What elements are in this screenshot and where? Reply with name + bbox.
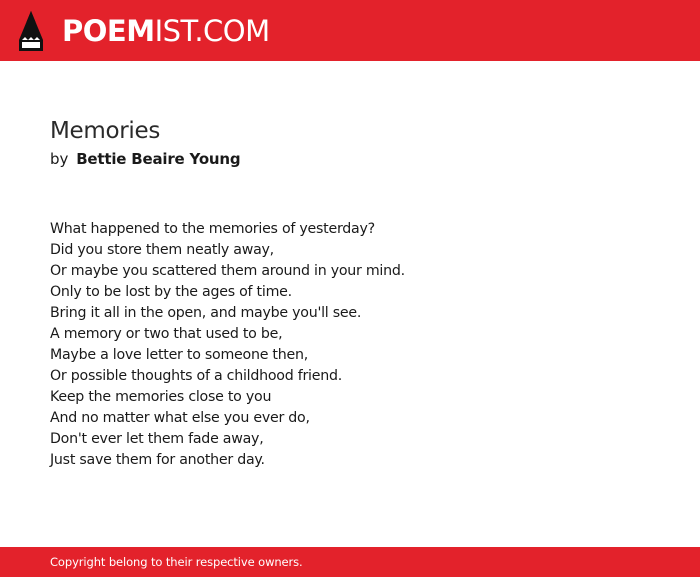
pencil-icon[interactable] [18,10,44,52]
poem-line: Just save them for another day. [50,452,265,468]
site-footer [0,547,700,577]
site-header [0,0,700,61]
poem-line: Keep the memories close to you [50,389,272,405]
site-logo[interactable] [62,12,270,50]
logo-bold-text: POEM [62,14,155,48]
poem-line: Bring it all in the open, and maybe you'll see. [50,305,362,321]
poem-line: Don't ever let them fade away, [50,431,264,447]
byline [50,149,240,169]
by-label: by [50,150,69,168]
poem-body [50,219,405,471]
poem-line: Or maybe you scattered them around in your mind. [50,263,405,279]
poem-line: And no matter what else you ever do, [50,410,310,426]
poem-title: Memories [50,118,161,144]
author-link[interactable]: Bettie Beaire Young [76,150,241,168]
poem-line: Only to be lost by the ages of time. [50,284,292,300]
logo-light-text: IST.COM [154,14,270,48]
copyright-text: Copyright belong to their respective owners. [50,555,303,569]
poem-line: Did you store them neatly away, [50,242,274,258]
poem-line: What happened to the memories of yesterday? [50,221,375,237]
poem-line: Or possible thoughts of a childhood friend. [50,368,342,384]
poem-line: A memory or two that used to be, [50,326,283,342]
poem-line: Maybe a love letter to someone then, [50,347,308,363]
